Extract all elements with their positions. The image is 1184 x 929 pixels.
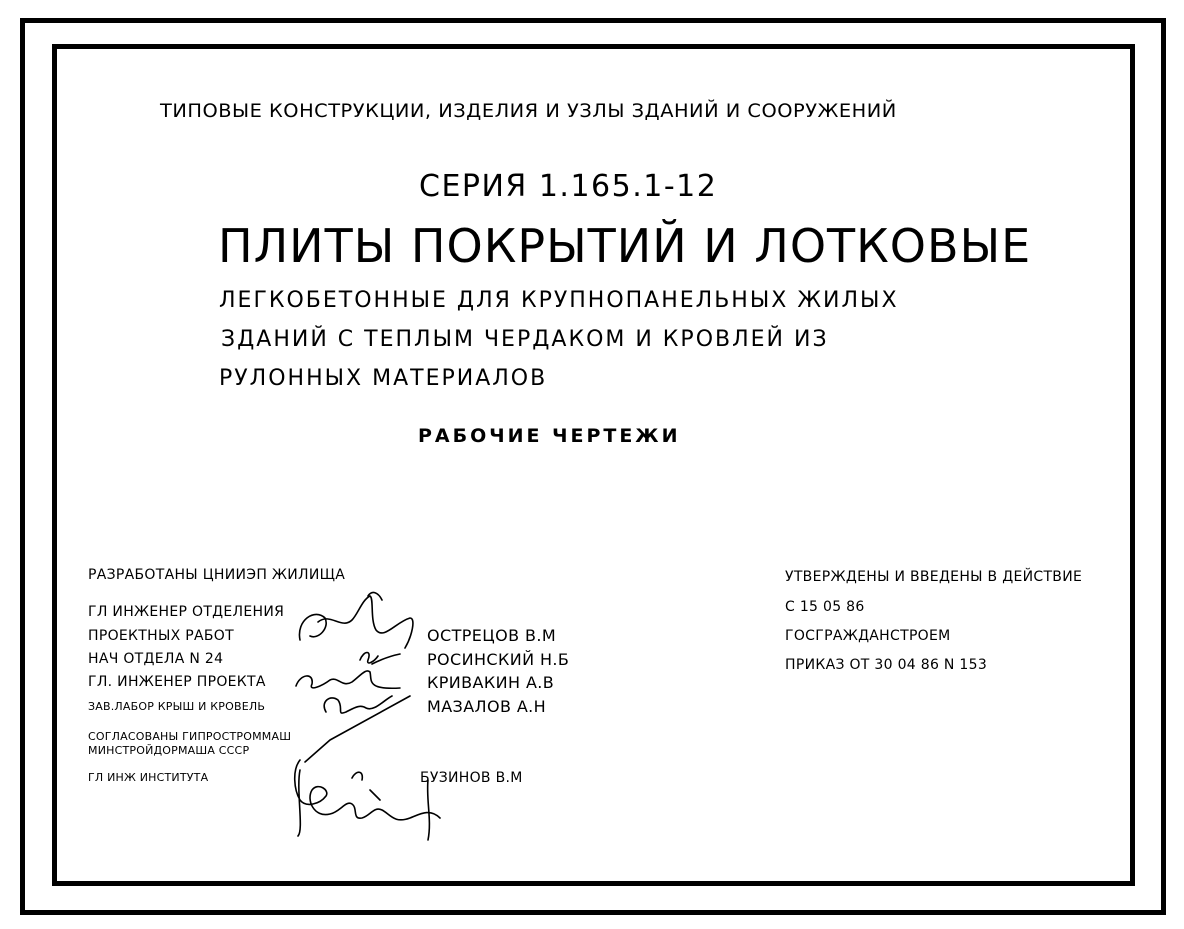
approved-authority: ГОСГРАЖДАНСТРОЕМ <box>785 628 951 644</box>
role-lab-head: ЗАВ.ЛАБОР КРЫШ И КРОВЕЛЬ <box>88 700 266 713</box>
role-design-works: ПРОЕКТНЫХ РАБОТ <box>88 628 234 644</box>
name-mazalov: МАЗАЛОВ А.Н <box>427 697 547 716</box>
role-chief-project-engineer: ГЛ. ИНЖЕНЕР ПРОЕКТА <box>88 674 266 690</box>
approved-order: ПРИКАЗ ОТ 30 04 86 N 153 <box>785 657 988 673</box>
signature-buzinov <box>295 760 440 836</box>
series-number: СЕРИЯ 1.165.1-12 <box>419 169 718 204</box>
approved-line-1: УТВЕРЖДЕНЫ И ВВЕДЕНЫ В ДЕЙСТВИЕ <box>785 569 1083 585</box>
signature-krivakin <box>296 671 400 688</box>
signature-mazalov <box>324 696 392 713</box>
subtitle-line-3: РУЛОННЫХ МАТЕРИАЛОВ <box>219 366 548 391</box>
document-header: ТИПОВЫЕ КОНСТРУКЦИИ, ИЗДЕЛИЯ И УЗЛЫ ЗДАНИЙ И СООРУЖЕНИЙ <box>160 100 897 122</box>
role-head-dept: НАЧ ОТДЕЛА N 24 <box>88 651 224 667</box>
document-title: ПЛИТЫ ПОКРЫТИЙ И ЛОТКОВЫЕ <box>218 219 1032 273</box>
approved-date: С 15 05 86 <box>785 599 865 615</box>
name-rosinsky: РОСИНСКИЙ Н.Б <box>427 650 570 669</box>
name-ostretsov: ОСТРЕЦОВ В.М <box>427 626 557 645</box>
agreed-line-1: СОГЛАСОВАНЫ ГИПРОСТРОММАШ <box>88 730 292 743</box>
subtitle-line-1: ЛЕГКОБЕТОННЫЕ ДЛЯ КРУПНОПАНЕЛЬНЫХ ЖИЛЫХ <box>219 288 899 313</box>
name-buzinov: БУЗИНОВ В.М <box>420 770 523 786</box>
institute-role: ГЛ ИНЖ ИНСТИТУТА <box>88 771 209 784</box>
role-chief-engineer-dept: ГЛ ИНЖЕНЕР ОТДЕЛЕНИЯ <box>88 604 285 620</box>
subtitle-line-2: ЗДАНИЙ С ТЕПЛЫМ ЧЕРДАКОМ И КРОВЛЕЙ ИЗ <box>221 327 829 352</box>
agreed-line-2: МИНСТРОЙДОРМАША СССР <box>88 744 250 757</box>
name-krivakin: КРИВАКИН А.В <box>427 673 555 692</box>
signature-rosinsky <box>360 653 400 665</box>
developed-heading: РАЗРАБОТАНЫ ЦНИИЭП ЖИЛИЩА <box>88 567 346 583</box>
working-drawings-label: РАБОЧИЕ ЧЕРТЕЖИ <box>418 425 681 447</box>
signature-ostretsov <box>299 596 412 648</box>
